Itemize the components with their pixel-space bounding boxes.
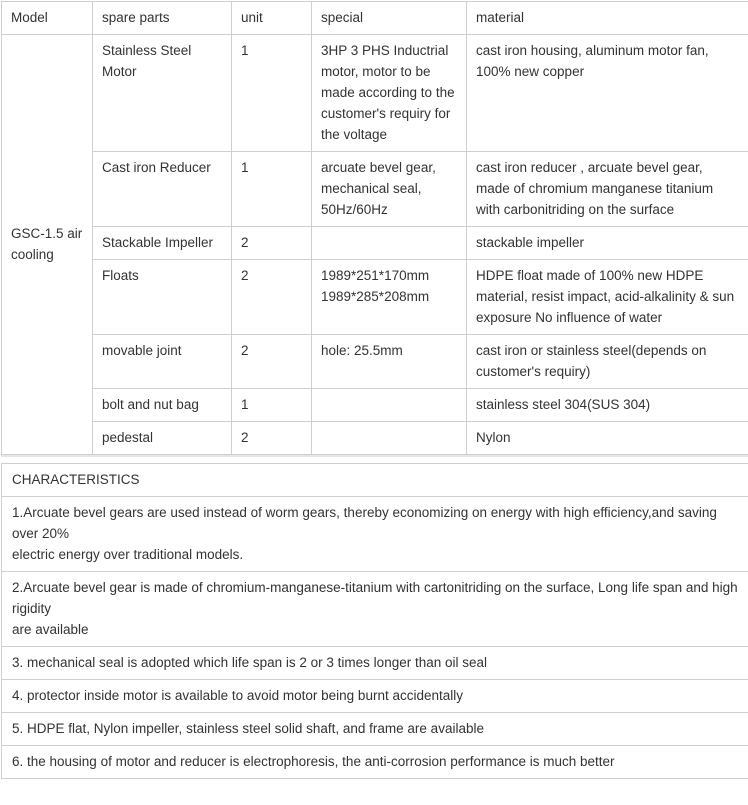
part-cell: Stainless Steel Motor	[93, 35, 232, 152]
special-cell: hole: 25.5mm	[312, 335, 467, 389]
unit-cell: 2	[232, 260, 312, 335]
characteristics-heading: CHARACTERISTICS	[2, 464, 748, 497]
special-cell	[312, 422, 467, 455]
header-special: special	[312, 2, 467, 35]
table-header-row	[2, 2, 748, 35]
characteristics-heading-row	[2, 464, 748, 497]
table-row	[2, 35, 748, 152]
list-item	[2, 713, 748, 746]
material-cell: stainless steel 304(SUS 304)	[467, 389, 748, 422]
material-cell: Nylon	[467, 422, 748, 455]
material-cell: cast iron or stainless steel(depends on customer's requiry)	[467, 335, 748, 389]
unit-cell: 2	[232, 227, 312, 260]
special-line: 1989*251*170mm	[321, 265, 457, 286]
characteristic-item: 5. HDPE flat, Nylon impeller, stainless steel solid shaft, and frame are available	[2, 713, 748, 746]
table-row	[2, 389, 748, 422]
characteristic-item: 4. protector inside motor is available to avoid motor being burnt accidentally	[2, 680, 748, 713]
table-row	[2, 152, 748, 227]
characteristic-text: 1.Arcuate bevel gears are used instead of worm gears, thereby economizing on energy with high efficiency,and saving over 20%	[12, 502, 738, 544]
table-row	[2, 227, 748, 260]
spec-table	[1, 1, 748, 455]
special-cell	[312, 260, 467, 335]
header-unit: unit	[232, 2, 312, 35]
table-row	[2, 260, 748, 335]
characteristics-table	[1, 463, 748, 779]
special-cell: arcuate bevel gear, mechanical seal, 50Hz/60Hz	[312, 152, 467, 227]
characteristic-text: are available	[12, 619, 738, 640]
list-item	[2, 647, 748, 680]
unit-cell: 1	[232, 152, 312, 227]
special-cell: 3HP 3 PHS Inductrial motor, motor to be made according to the customer's requiry for the voltage	[312, 35, 467, 152]
material-cell: stackable impeller	[467, 227, 748, 260]
special-line: 1989*285*208mm	[321, 286, 457, 307]
special-cell	[312, 389, 467, 422]
table-row	[2, 335, 748, 389]
part-cell: bolt and nut bag	[93, 389, 232, 422]
material-cell: cast iron reducer , arcuate bevel gear, made of chromium manganese titanium with carbonitriding on the surface	[467, 152, 748, 227]
header-material: material	[467, 2, 748, 35]
header-model: Model	[2, 2, 93, 35]
part-cell: movable joint	[93, 335, 232, 389]
model-cell: GSC-1.5 air cooling	[2, 35, 93, 455]
unit-cell: 2	[232, 335, 312, 389]
part-cell: pedestal	[93, 422, 232, 455]
characteristic-item: 6. the housing of motor and reducer is electrophoresis, the anti-corrosion performance is much better	[2, 746, 748, 779]
characteristic-text: 2.Arcuate bevel gear is made of chromium-manganese-titanium with cartonitriding on the surface, Long life span and high rigidity	[12, 577, 738, 619]
list-item	[2, 746, 748, 779]
list-item	[2, 680, 748, 713]
list-item	[2, 497, 748, 572]
part-cell: Cast iron Reducer	[93, 152, 232, 227]
unit-cell: 1	[232, 389, 312, 422]
section-divider	[1, 455, 748, 463]
list-item	[2, 572, 748, 647]
characteristic-item	[2, 497, 748, 572]
header-spare-parts: spare parts	[93, 2, 232, 35]
table-row	[2, 422, 748, 455]
unit-cell: 2	[232, 422, 312, 455]
characteristic-text: electric energy over traditional models.	[12, 544, 738, 565]
material-cell: cast iron housing, aluminum motor fan, 100% new copper	[467, 35, 748, 152]
special-cell	[312, 227, 467, 260]
characteristic-item: 3. mechanical seal is adopted which life span is 2 or 3 times longer than oil seal	[2, 647, 748, 680]
part-cell: Stackable Impeller	[93, 227, 232, 260]
part-cell: Floats	[93, 260, 232, 335]
material-cell: HDPE float made of 100% new HDPE material, resist impact, acid-alkalinity & sun exposure No influence of water	[467, 260, 748, 335]
unit-cell: 1	[232, 35, 312, 152]
characteristic-item	[2, 572, 748, 647]
